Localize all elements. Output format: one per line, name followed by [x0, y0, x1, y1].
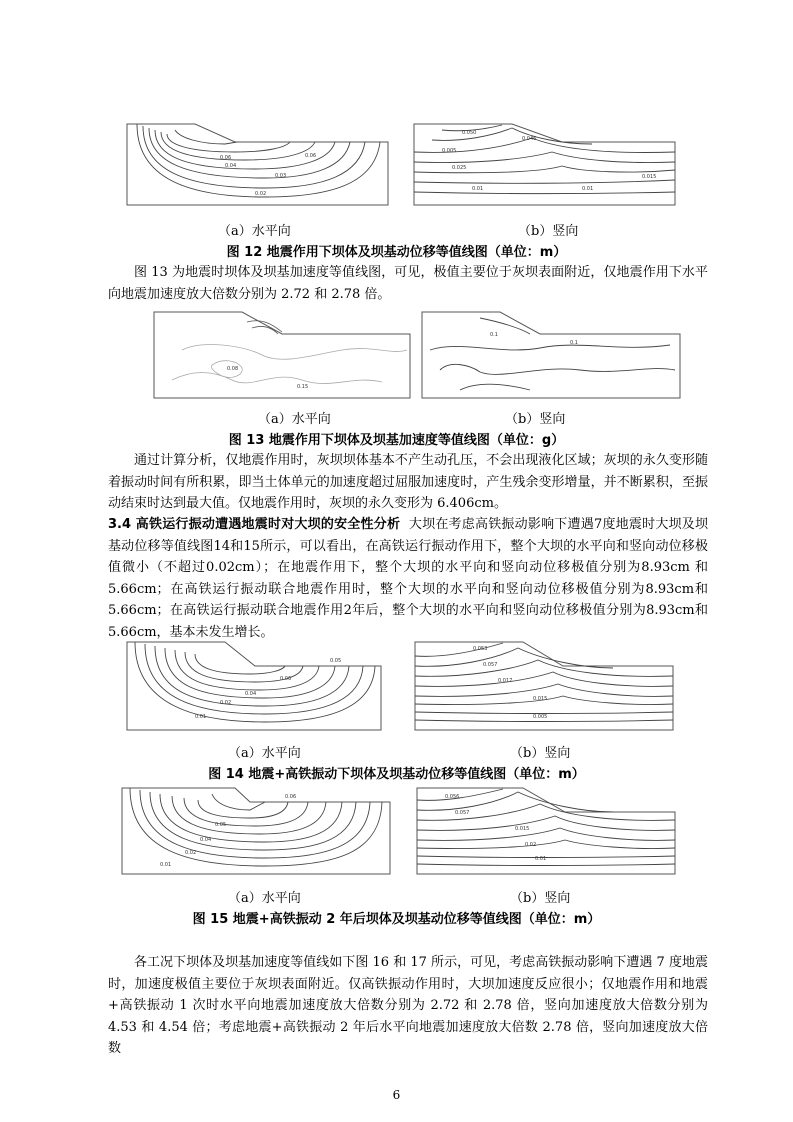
svg-text:0.045: 0.045	[522, 136, 537, 142]
svg-text:0.05: 0.05	[215, 822, 227, 828]
svg-text:0.04: 0.04	[200, 837, 212, 843]
svg-text:0.02: 0.02	[255, 191, 267, 197]
svg-text:0.01: 0.01	[535, 856, 547, 862]
svg-text:0.01: 0.01	[195, 714, 207, 720]
fig12-vertical-contour	[412, 122, 677, 207]
fig13-caption: 图 13 地震作用下坝体及坝基加速度等值线图（单位：g）	[228, 433, 565, 448]
fig15-subcaption-b: （b）竖向	[510, 891, 571, 906]
fig12-horizontal-contour	[125, 122, 390, 207]
fig12-caption: 图 12 地震作用下坝体及坝基动位移等值线图（单位：m）	[226, 245, 567, 260]
paragraph-4-text: 各工况下坝体及坝基加速度等值线如下图 16 和 17 所示，可见，考虑高铁振动影响下遭遇 7 度地震时，加速度极值主要位于灰坝表面附近。仅高铁振动作用时，大坝加速度反应很小；仅地震作用和地震+高铁振动 1 次时水平向地震加速度放大倍数分别为 2.72 和 2.78 倍，竖向加速度放大倍数分别为 4.53 和 4.54 倍；考虑地震+高铁振动 2 年后水平向地震加速度放大倍数 2.78 倍，竖向加速度放大倍数	[108, 955, 708, 1056]
fig13-subcaption-b: （b）竖向	[505, 412, 566, 427]
svg-text:0.15: 0.15	[297, 384, 309, 390]
svg-text:0.04: 0.04	[225, 163, 237, 169]
fig12-subcaption-b: （b）竖向	[518, 224, 579, 239]
paragraph-3-text	[108, 514, 708, 643]
svg-text:0.050: 0.050	[462, 130, 477, 136]
fig15-vertical-contour	[415, 786, 677, 876]
page-number: 6	[392, 1088, 401, 1102]
svg-text:0.015: 0.015	[515, 826, 530, 832]
svg-text:0.01: 0.01	[160, 862, 172, 868]
paragraph-2	[108, 450, 708, 515]
svg-text:0.08: 0.08	[227, 366, 239, 372]
svg-text:0.1: 0.1	[570, 340, 578, 346]
paragraph-3	[108, 514, 708, 643]
paragraph-4	[108, 952, 708, 1060]
paragraph-2-text: 通过计算分析，仅地震作用时，灰坝坝体基本不产生动孔压，不会出现液化区域；灰坝的永久变形随着振动时间有所积累，即当土体单元的加速度超过屈服加速度时，产生残余变形增量，并不断累积，至振动结束时达到最大值。仅地震作用时，灰坝的永久变形为 6.406cm。	[108, 453, 708, 511]
svg-text:0.04: 0.04	[245, 691, 257, 697]
fig12-subcaption-a: （a）水平向	[218, 224, 291, 239]
paragraph-1	[108, 262, 708, 305]
section-heading-3-4: 3.4 高铁运行振动遭遇地震时对大坝的安全性分析	[108, 517, 401, 532]
svg-text:0.01: 0.01	[472, 186, 484, 192]
fig13-vertical-contour	[420, 310, 682, 400]
svg-text:0.02: 0.02	[185, 850, 197, 856]
fig14-vertical-contour	[413, 640, 675, 732]
svg-text:0.056: 0.056	[445, 794, 460, 800]
fig15-subcaption-a: （a）水平向	[228, 891, 301, 906]
svg-text:0.02: 0.02	[525, 842, 537, 848]
fig13-subcaption-a: （a）水平向	[258, 412, 331, 427]
paragraph-1-text: 图 13 为地震时坝体及坝基加速度等值线图，可见，极值主要位于灰坝表面附近，仅地震作用下水平向地震加速度放大倍数分别为 2.72 和 2.78 倍。	[108, 265, 708, 302]
svg-text:0.025: 0.025	[452, 165, 467, 171]
svg-text:0.005: 0.005	[533, 714, 548, 720]
svg-text:0.02: 0.02	[220, 700, 232, 706]
svg-text:0.015: 0.015	[533, 696, 548, 702]
svg-text:0.1: 0.1	[490, 332, 498, 338]
paragraph-3-body: 大坝在考虑高铁振动影响下遭遇7度地震时大坝及坝基动位移等值线图14和15所示，可以看出，在高铁运行振动作用下，整个大坝的水平向和竖向动位移极值微小（不超过0.02cm）；在地震作用下，整个大坝的水平向和竖向动位移极值分别为8.93cm 和 5.66cm；在高铁运行振动联合地震作用时，整个大坝的水平向和竖向动位移极值分别为8.93cm和5.66cm；在高铁运行振动联合地震作用2年后，整个大坝的水平向和竖向动位移极值分别为8.93cm和5.66cm，基本未发生增长。	[108, 517, 708, 640]
fig14-horizontal-contour	[125, 640, 383, 732]
svg-text:0.05: 0.05	[330, 658, 342, 664]
fig14-subcaption-b: （b）竖向	[510, 746, 571, 761]
svg-text:0.06: 0.06	[285, 794, 297, 800]
fig13-horizontal-contour	[152, 310, 412, 400]
fig14-caption: 图 14 地震+高铁振动下坝体及坝基动位移等值线图（单位：m）	[208, 767, 585, 782]
svg-text:0.03: 0.03	[275, 173, 287, 179]
svg-text:0.015: 0.015	[642, 174, 657, 180]
svg-text:0.01: 0.01	[582, 186, 594, 192]
fig14-subcaption-a: （a）水平向	[228, 746, 301, 761]
svg-text:0.017: 0.017	[498, 678, 513, 684]
svg-text:0.005: 0.005	[442, 148, 457, 154]
svg-text:0.057: 0.057	[483, 662, 498, 668]
svg-text:0.057: 0.057	[455, 810, 470, 816]
svg-text:0.06: 0.06	[220, 155, 232, 161]
fig15-horizontal-contour	[120, 786, 392, 876]
svg-text:0.06: 0.06	[280, 676, 292, 682]
svg-text:0.06: 0.06	[305, 153, 317, 159]
fig15-caption: 图 15 地震+高铁振动 2 年后坝体及坝基动位移等值线图（单位：m）	[192, 912, 601, 927]
svg-text:0.053: 0.053	[473, 646, 488, 652]
